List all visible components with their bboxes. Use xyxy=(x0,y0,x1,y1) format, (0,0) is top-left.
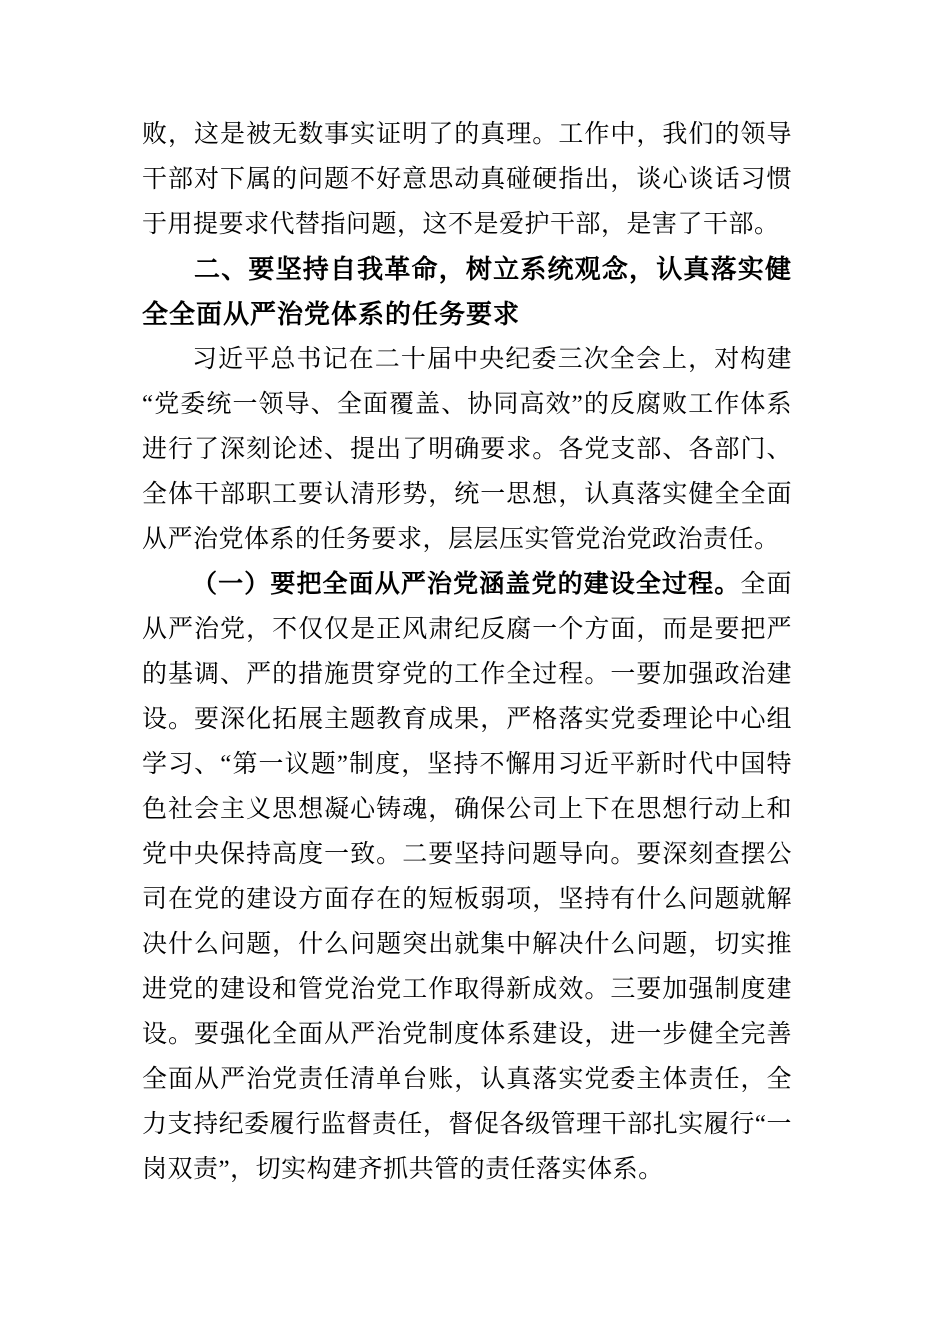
document-body xyxy=(142,112,792,1192)
paragraph-continuation: 败，这是被无数事实证明了的真理。工作中，我们的领导干部对下属的问题不好意思动真碰硬指出，谈心谈话习惯于用提要求代替指问题，这不是爱护干部，是害了干部。 xyxy=(142,121,792,238)
sub-item-body-text: 全面从严治党，不仅仅是正风肃纪反腐一个方面，而是要把严的基调、严的措施贯穿党的工作全过程。一要加强政治建设。要深化拓展主题教育成果，严格落实党委理论中心组学习、“第一议题”制度，坚持不懈用习近平新时代中国特色社会主义思想凝心铸魂，确保公司上下在思想行动上和党中央保持高度一致。二要坚持问题导向。要深刻查摆公司在党的建设方面存在的短板弱项，坚持有什么问题就解决什么问题，什么问题突出就集中解决什么问题，切实推进党的建设和管党治党工作取得新成效。三要加强制度建设。要强化全面从严治党制度体系建设，进一步健全完善全面从严治党责任清单台账，认真落实党委主体责任，全力支持纪委履行监督责任，督促各级管理干部扎实履行“一岗双责”，切实构建齐抓共管的责任落实体系。 xyxy=(142,571,792,1183)
section-intro-paragraph: 习近平总书记在二十届中央纪委三次全会上，对构建“党委统一领导、全面覆盖、协同高效”的反腐败工作体系进行了深刻论述、提出了明确要求。各党支部、各部门、全体干部职工要认清形势，统一思想，认真落实健全全面从严治党体系的任务要求，层层压实管党治党政治责任。 xyxy=(142,346,792,553)
sub-item-paragraph xyxy=(142,562,792,1192)
section-heading: 二、要坚持自我革命，树立系统观念，认真落实健全全面从严治党体系的任务要求 xyxy=(142,254,792,329)
sub-item-lead: （一）要把全面从严治党涵盖党的建设全过程。 xyxy=(192,571,741,598)
